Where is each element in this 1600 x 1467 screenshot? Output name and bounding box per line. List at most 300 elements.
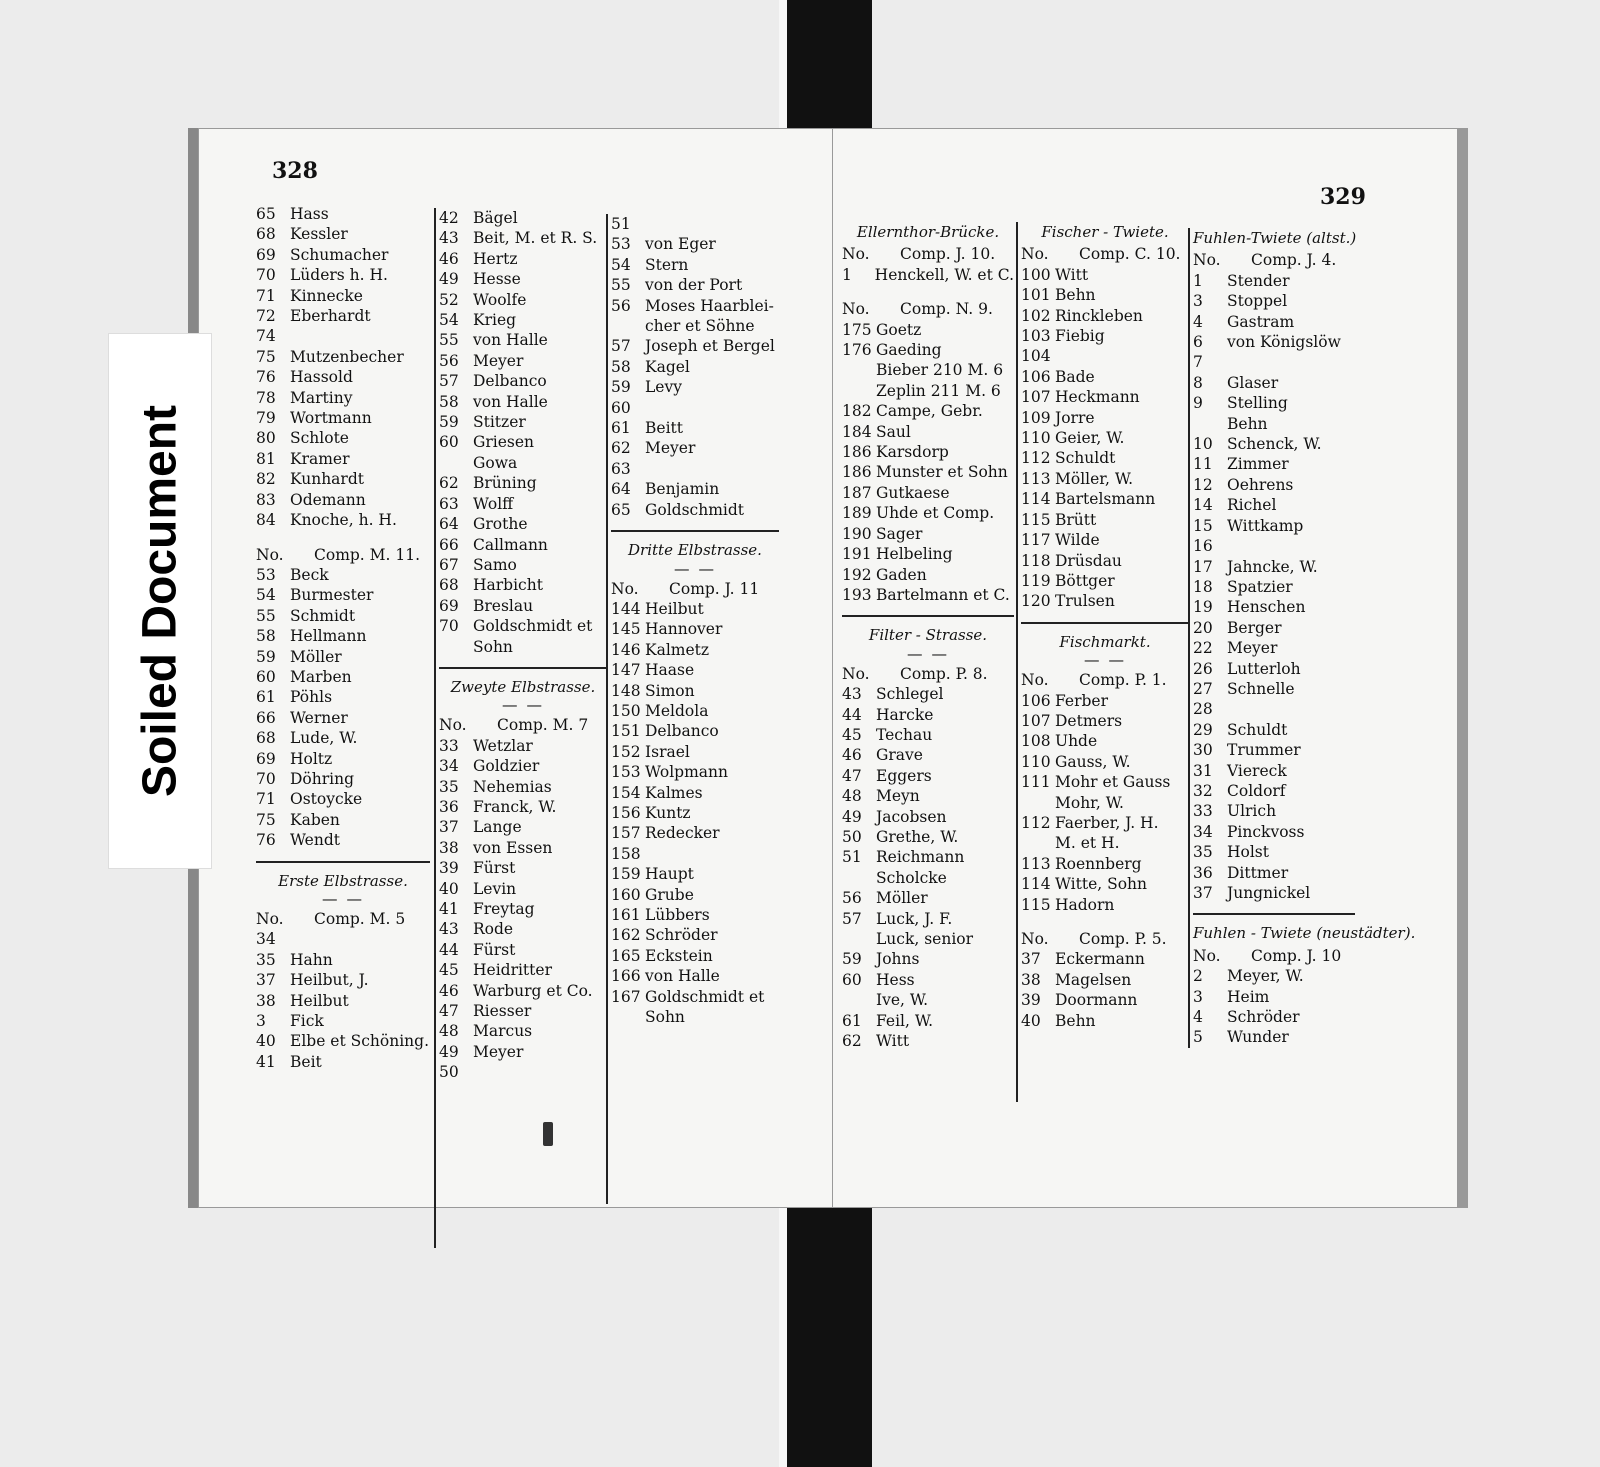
directory-entry <box>1021 571 1189 591</box>
title-dash: — — <box>907 644 949 663</box>
directory-entry <box>1193 597 1355 617</box>
column-left-3 <box>606 214 779 1204</box>
resident-name: Dittmer <box>1227 863 1289 882</box>
resident-name: Karsdorp <box>876 443 949 462</box>
house-number: 40 <box>439 879 459 898</box>
street-title: Fischer - Twiete. <box>1041 223 1169 241</box>
resident-name: Schumacher <box>290 245 389 264</box>
directory-entry <box>439 1042 607 1062</box>
resident-name: Elbe et Schöning. <box>290 1032 430 1051</box>
resident-name: Kalmes <box>645 783 703 802</box>
house-number: 144 <box>611 599 641 618</box>
directory-entry <box>842 381 1014 401</box>
resident-name: Wilde <box>1055 531 1100 550</box>
resident-name: Hass <box>290 205 329 223</box>
house-number: 37 <box>1021 950 1041 969</box>
company-header-row <box>439 715 607 735</box>
house-number: 103 <box>1021 327 1051 346</box>
house-number: 115 <box>1021 510 1051 529</box>
resident-name: Hess <box>876 970 915 989</box>
section-divider <box>256 861 430 863</box>
directory-entry <box>611 762 779 782</box>
directory-entry <box>1021 793 1189 813</box>
resident-name: Spatzier <box>1227 577 1293 596</box>
directory-entry <box>1021 591 1189 611</box>
directory-entry <box>611 823 779 843</box>
directory-entry <box>1193 699 1355 719</box>
house-number: 113 <box>1021 469 1051 488</box>
house-number: 106 <box>1021 367 1051 386</box>
house-number: 61 <box>611 419 631 438</box>
resident-name: von Eger <box>645 235 716 254</box>
house-number: 118 <box>1021 551 1051 570</box>
directory-entry <box>1193 822 1355 842</box>
house-number <box>842 868 876 888</box>
house-number: 1 <box>842 265 852 284</box>
resident-name: Wolpmann <box>645 763 728 782</box>
house-number: 18 <box>1193 577 1213 596</box>
resident-name: Grothe <box>473 515 528 534</box>
directory-entry <box>611 925 779 945</box>
resident-name: Doormann <box>1055 991 1138 1010</box>
street-title: Zweyte Elbstrasse. <box>450 677 596 696</box>
resident-name: Odemann <box>290 490 366 509</box>
resident-name: Heilbut <box>645 599 704 618</box>
directory-entry <box>842 970 1014 990</box>
directory-entry <box>1193 761 1355 781</box>
resident-name: Holst <box>1227 843 1269 862</box>
house-number: 101 <box>1021 286 1051 305</box>
directory-entry <box>611 459 779 479</box>
resident-name: Brütt <box>1055 510 1097 529</box>
directory-entry <box>1193 987 1355 1007</box>
resident-name: von Halle <box>473 392 548 411</box>
house-number: 37 <box>1193 884 1213 902</box>
house-number: 4 <box>1193 312 1203 331</box>
resident-name: Saul <box>876 422 911 441</box>
house-number: 48 <box>439 1022 459 1041</box>
house-number: 107 <box>1021 711 1051 730</box>
house-number: 52 <box>439 290 459 309</box>
street-title: Fischmarkt. <box>1059 632 1151 651</box>
resident-name: Stoppel <box>1227 292 1288 311</box>
resident-name: Zeplin 211 M. 6 <box>876 381 1001 400</box>
directory-entry <box>1021 265 1189 285</box>
resident-name: Meyer <box>473 351 524 370</box>
resident-name: Gastram <box>1227 312 1295 331</box>
resident-name: Ulrich <box>1227 802 1277 821</box>
resident-name: Kessler <box>290 225 348 244</box>
resident-name: Griesen <box>473 433 535 452</box>
house-number: 46 <box>439 249 459 268</box>
directory-entry <box>256 950 430 970</box>
resident-name: Fick <box>290 1012 324 1031</box>
directory-entry <box>842 847 1014 867</box>
resident-name: Hesse <box>473 270 521 289</box>
resident-name: Wortmann <box>290 409 372 428</box>
resident-name: Harcke <box>876 705 934 724</box>
directory-entry <box>1021 895 1189 915</box>
directory-entry <box>439 919 607 939</box>
directory-entry <box>1021 772 1189 792</box>
right-page <box>832 128 1468 1208</box>
resident-name: Kaben <box>290 810 340 829</box>
house-number: 70 <box>439 617 459 636</box>
house-number: 115 <box>1021 895 1051 914</box>
resident-name: Heckmann <box>1055 388 1140 407</box>
house-number: 67 <box>439 555 459 574</box>
house-number: 33 <box>439 736 459 755</box>
house-number: 57 <box>439 372 459 391</box>
directory-entry <box>1021 428 1189 448</box>
house-number: 40 <box>256 1032 276 1051</box>
house-number: 34 <box>439 757 459 776</box>
directory-entry <box>1193 781 1355 801</box>
directory-entry <box>842 929 1014 949</box>
resident-name: von Halle <box>645 967 720 986</box>
soiled-document-stamp <box>108 333 212 869</box>
directory-entry <box>1193 352 1355 372</box>
directory-entry <box>1021 874 1189 894</box>
resident-name: Lude, W. <box>290 729 358 748</box>
directory-entry <box>1021 326 1189 346</box>
company-header-row <box>611 579 779 599</box>
resident-name: Knoche, h. H. <box>290 511 397 530</box>
resident-name: Comp. P. 5. <box>1079 930 1167 948</box>
directory-entry <box>1193 495 1355 515</box>
house-number <box>1021 833 1055 853</box>
resident-name: Gaeding <box>876 341 942 360</box>
directory-entry <box>256 347 430 367</box>
column-left-1 <box>256 204 430 1072</box>
resident-name: Comp. J. 10. <box>900 245 996 264</box>
directory-entry <box>842 827 1014 847</box>
directory-entry <box>256 510 430 530</box>
directory-entry <box>1193 454 1355 474</box>
directory-entry <box>439 494 607 514</box>
house-number: 34 <box>1193 822 1213 841</box>
house-number: 81 <box>256 449 276 468</box>
house-number: 114 <box>1021 875 1051 894</box>
house-number <box>611 316 645 336</box>
directory-entry <box>256 626 430 646</box>
directory-entry <box>1193 842 1355 862</box>
resident-name: Hertz <box>473 249 518 268</box>
resident-name: Bägel <box>473 209 518 227</box>
spacer <box>842 285 1014 299</box>
house-number: 161 <box>611 906 641 924</box>
resident-name: Callmann <box>473 535 548 554</box>
street-title: Ellernthor-Brücke. <box>856 223 1000 241</box>
directory-entry <box>1021 731 1189 751</box>
house-number: No. <box>256 545 284 564</box>
house-number: 74 <box>256 327 276 346</box>
directory-entry <box>439 371 607 391</box>
resident-name: Sager <box>876 524 923 543</box>
house-number: No. <box>439 716 467 735</box>
resident-name: Henckell, W. et C. <box>874 265 1014 284</box>
directory-entry <box>439 736 607 756</box>
house-number: No. <box>1193 946 1221 965</box>
company-header-row <box>842 244 1014 264</box>
resident-name: Kagel <box>645 357 690 376</box>
resident-name: Levin <box>473 879 517 898</box>
directory-entry <box>611 1007 779 1027</box>
directory-entry <box>611 844 779 864</box>
house-number: 61 <box>256 688 276 707</box>
directory-entry <box>1193 434 1355 454</box>
resident-name: Wittkamp <box>1227 516 1304 535</box>
house-number: 39 <box>1021 991 1041 1010</box>
house-number: 162 <box>611 926 641 945</box>
directory-entry <box>1021 833 1189 853</box>
house-number: 17 <box>1193 557 1213 576</box>
directory-entry <box>611 864 779 884</box>
directory-entry <box>611 660 779 680</box>
house-number: 108 <box>1021 732 1051 751</box>
house-number: 66 <box>439 535 459 554</box>
house-number: 78 <box>256 388 276 407</box>
section-divider <box>1193 913 1355 915</box>
resident-name: Jorre <box>1055 408 1095 427</box>
house-number: 3 <box>1193 987 1203 1006</box>
resident-name: Uhde <box>1055 732 1098 751</box>
company-header-row <box>1021 929 1189 949</box>
resident-name: Meyer <box>1227 639 1278 658</box>
resident-name: Mohr et Gauss <box>1055 773 1171 792</box>
resident-name: Schlote <box>290 429 349 448</box>
directory-entry <box>1021 813 1189 833</box>
resident-name: Munster et Sohn <box>876 463 1008 482</box>
resident-name: Gauss, W. <box>1055 752 1131 771</box>
house-number: 68 <box>256 729 276 748</box>
house-number: 10 <box>1193 435 1213 454</box>
company-header-row <box>1021 244 1189 264</box>
house-number: 59 <box>611 378 631 397</box>
house-number: 36 <box>439 797 459 816</box>
house-number: 186 <box>842 443 872 462</box>
house-number: 53 <box>256 565 276 584</box>
resident-name: Simon <box>645 681 695 700</box>
resident-name: Glaser <box>1227 373 1279 392</box>
resident-name: Franck, W. <box>473 797 557 816</box>
house-number: 176 <box>842 341 872 360</box>
house-number: 27 <box>1193 679 1213 698</box>
resident-name: cher et Söhne <box>645 317 755 336</box>
resident-name: Comp. P. 1. <box>1079 671 1167 690</box>
company-header-row <box>256 909 430 929</box>
directory-entry <box>611 803 779 823</box>
house-number: 152 <box>611 742 641 761</box>
resident-name: Heidritter <box>473 961 552 980</box>
directory-entry <box>439 756 607 776</box>
house-number: 70 <box>256 266 276 285</box>
house-number: 175 <box>842 320 872 339</box>
resident-name: Stern <box>645 255 689 274</box>
house-number: 110 <box>1021 752 1051 771</box>
resident-name: Benjamin <box>645 480 720 499</box>
house-number: 69 <box>439 596 459 615</box>
resident-name: Eckstein <box>645 946 713 965</box>
house-number: 56 <box>611 296 631 315</box>
resident-name: Stitzer <box>473 413 526 432</box>
house-number: 167 <box>611 987 641 1006</box>
directory-entry <box>1193 373 1355 393</box>
house-number: 41 <box>439 900 459 918</box>
directory-entry <box>1193 863 1355 883</box>
house-number: 110 <box>1021 429 1051 448</box>
directory-entry <box>1193 271 1355 291</box>
resident-name: Stelling <box>1227 394 1288 413</box>
house-number: No. <box>1193 251 1221 270</box>
house-number <box>439 637 473 657</box>
resident-name: Witt <box>876 1032 910 1051</box>
directory-entry <box>842 786 1014 806</box>
house-number: 42 <box>439 209 459 227</box>
house-number: 19 <box>1193 598 1213 617</box>
directory-entry <box>256 469 430 489</box>
house-number: 68 <box>256 225 276 244</box>
house-number: 57 <box>842 909 862 928</box>
directory-entry <box>611 619 779 639</box>
resident-name: Jacobsen <box>876 807 947 826</box>
house-number: 59 <box>439 413 459 432</box>
directory-entry <box>1021 469 1189 489</box>
resident-name: Brüning <box>473 474 537 493</box>
house-number: 43 <box>842 685 862 704</box>
directory-entry <box>439 249 607 269</box>
house-number: 76 <box>256 368 276 387</box>
resident-name: Hadorn <box>1055 895 1115 914</box>
directory-entry <box>439 310 607 330</box>
directory-entry <box>256 428 430 448</box>
house-number: 5 <box>1193 1028 1203 1047</box>
house-number: 60 <box>842 970 862 989</box>
house-number: 8 <box>1193 373 1203 392</box>
directory-entry <box>611 377 779 397</box>
house-number: 75 <box>256 347 276 366</box>
house-number: 50 <box>439 1063 459 1082</box>
street-title: Filter - Strasse. <box>868 626 988 645</box>
directory-entry <box>439 879 607 899</box>
directory-entry <box>1021 1011 1189 1031</box>
resident-name: von der Port <box>645 276 743 295</box>
directory-entry <box>256 728 430 748</box>
directory-entry <box>842 745 1014 765</box>
directory-entry <box>439 777 607 797</box>
resident-name: Behn <box>1055 286 1096 305</box>
house-number: 34 <box>256 930 276 949</box>
house-number: 146 <box>611 640 641 659</box>
resident-name: Gaden <box>876 565 927 584</box>
section-divider <box>1021 622 1189 624</box>
directory-entry <box>1021 854 1189 874</box>
house-number: 61 <box>842 1011 862 1030</box>
resident-name: Wetzlar <box>473 736 533 755</box>
resident-name: Delbanco <box>473 372 547 391</box>
directory-entry <box>611 357 779 377</box>
house-number: No. <box>842 664 870 683</box>
company-header-row <box>256 545 430 565</box>
house-number: No. <box>1021 245 1049 264</box>
house-number: 186 <box>842 463 872 482</box>
resident-name: Riesser <box>473 1002 532 1021</box>
resident-name: Hellmann <box>290 627 367 646</box>
resident-name: Faerber, J. H. <box>1055 813 1159 832</box>
house-number <box>842 360 876 380</box>
house-number: 112 <box>1021 449 1051 468</box>
directory-entry <box>439 412 607 432</box>
house-number: 114 <box>1021 490 1051 509</box>
house-number: 160 <box>611 885 641 904</box>
resident-name: Schenck, W. <box>1227 435 1322 454</box>
directory-entry <box>842 888 1014 908</box>
resident-name: Magelsen <box>1055 970 1132 989</box>
directory-entry <box>611 255 779 275</box>
company-header-row <box>1193 946 1355 966</box>
house-number <box>1193 414 1227 434</box>
directory-entry <box>1021 367 1189 387</box>
house-number: 47 <box>439 1002 459 1021</box>
house-number: 35 <box>439 777 459 796</box>
resident-name: Henschen <box>1227 598 1306 617</box>
resident-name: Kinnecke <box>290 286 363 305</box>
house-number: 31 <box>1193 761 1213 780</box>
house-number: 46 <box>842 746 862 765</box>
resident-name: Schlegel <box>876 685 944 704</box>
house-number: 120 <box>1021 592 1051 611</box>
directory-entry <box>842 1031 1014 1051</box>
house-number: No. <box>611 579 639 598</box>
directory-entry <box>439 514 607 534</box>
directory-entry <box>842 807 1014 827</box>
directory-entry <box>439 858 607 878</box>
house-number: 58 <box>439 392 459 411</box>
directory-entry <box>439 473 607 493</box>
resident-name: Eggers <box>876 766 932 785</box>
resident-name: Delbanco <box>645 722 719 741</box>
directory-entry <box>1021 510 1189 530</box>
title-dash: — — <box>674 559 716 578</box>
resident-name: Nehemias <box>473 777 552 796</box>
directory-entry <box>439 290 607 310</box>
house-number: 9 <box>1193 394 1203 413</box>
resident-name: Marben <box>290 667 352 686</box>
house-number: 59 <box>842 950 862 969</box>
resident-name: Kunhardt <box>290 470 364 489</box>
resident-name: Kalmetz <box>645 640 710 659</box>
section-divider <box>611 530 779 532</box>
house-number: 148 <box>611 681 641 700</box>
company-header-row <box>1021 670 1189 690</box>
directory-entry <box>1193 312 1355 332</box>
resident-name: Möller <box>876 889 928 908</box>
resident-name: Roennberg <box>1055 854 1142 873</box>
house-number: 44 <box>842 705 862 724</box>
street-title: Erste Elbstrasse. <box>278 871 408 890</box>
resident-name: Stender <box>1227 271 1290 290</box>
directory-entry <box>611 500 779 520</box>
house-number: 55 <box>256 606 276 625</box>
directory-entry <box>842 585 1014 605</box>
directory-entry <box>256 408 430 428</box>
house-number: 60 <box>256 667 276 686</box>
directory-entry <box>611 783 779 803</box>
directory-entry <box>842 990 1014 1010</box>
resident-name: Johns <box>876 950 920 969</box>
resident-name: Helbeling <box>876 545 953 564</box>
company-header-row <box>1193 250 1355 270</box>
